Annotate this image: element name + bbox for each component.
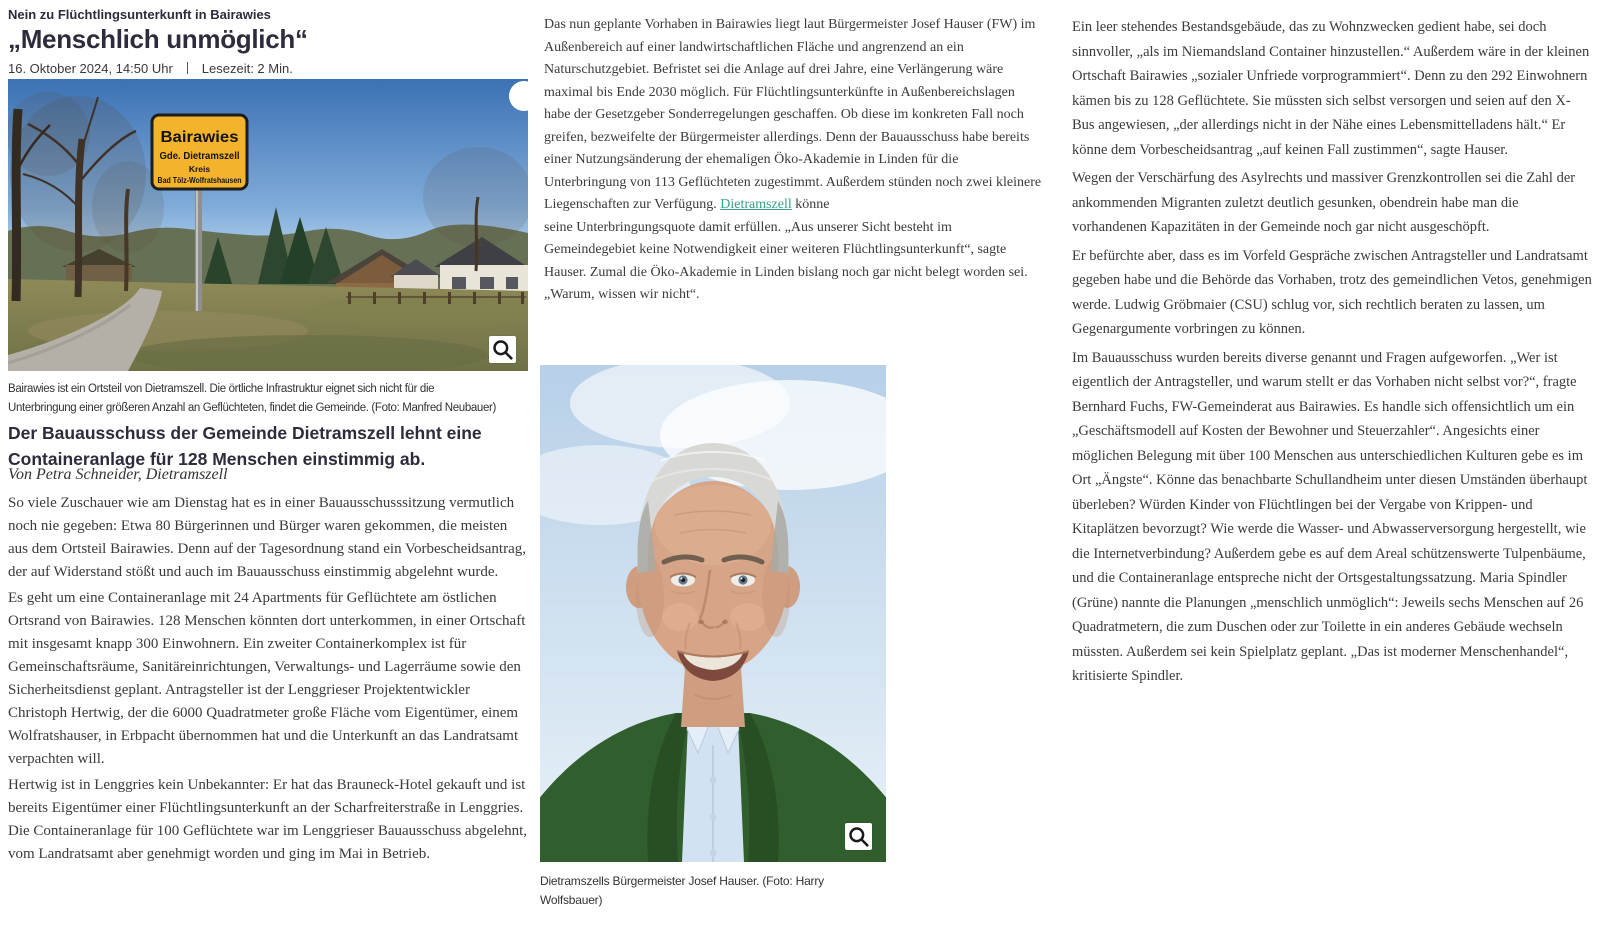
town-sign-line-1: Bairawies — [160, 129, 239, 146]
image-zoom-button[interactable] — [845, 823, 872, 850]
paragraph: Er befürchte aber, dass es im Vorfeld Gespräche zwischen Antragsteller und Landratsamt gegeben habe und die Behörde das Vorhaben, trotz des gemeindlichen Vetos, genehmigen werde. Ludwig Gröbmaier (CSU) schlug vor, sich rechtlich beraten zu lassen, um Gegenargumente vorbringen zu können. — [1072, 247, 1592, 337]
magnifier-icon — [489, 336, 516, 363]
village-photo-caption — [8, 380, 528, 418]
mayor-portrait-photo[interactable] — [540, 365, 886, 862]
paragraph-text: könne — [791, 197, 830, 212]
town-sign-line-4: Bad Tölz-Wolfratshausen — [157, 176, 242, 185]
caption-line: Unterbringung einer größeren Anzahl an Geflüchteten, findet die Gemeinde. (Foto: Manfred Neubauer) — [8, 402, 496, 414]
paragraph: Hertwig ist in Lenggries kein Unbekannter: Er hat das Brauneck-Hotel gekauft und ist bereits Eigentümer einer Flüchtlingsunterkunft an der Scharfreiterstraße in Lenggries. Die Containeranlage für 100 Geflüchtete war im Lenggrieser Bauausschuss abgelehnt, vom Landratsamt aber genehmigt worden und ging im Mai in Betrieb. — [8, 777, 527, 862]
byline: Von Petra Schneider, Dietramszell — [8, 466, 228, 483]
village-scene-illustration — [8, 79, 528, 371]
column-left — [8, 0, 528, 943]
portrait-photo-caption — [540, 872, 890, 910]
paragraph: Wegen der Verschärfung des Asylrechts und massiver Grenzkontrollen sei die Zahl der ankommenden Migranten zuletzt deutlich gesunken, obendrein habe man die vorhandenen Kapazitäten in der Gemeinde noch gar nicht ausgeschöpft. — [1072, 170, 1576, 235]
column-middle — [540, 0, 1042, 943]
column-right — [1072, 0, 1592, 943]
town-sign-line-2: Gde. Dietramszell — [159, 151, 240, 162]
kicker: Nein zu Flüchtlingsunterkunft in Bairawies — [8, 7, 271, 22]
publish-date: 16. Oktober 2024, 14:50 Uhr — [8, 61, 173, 76]
article-lede: Der Bauausschuss der Gemeinde Dietramszell lehnt eine Containeranlage für 128 Menschen einstimmig ab. — [8, 423, 482, 469]
article-body-middle — [544, 14, 1042, 310]
paragraph: So viele Zuschauer wie am Dienstag hat es in einer Bauausschusssitzung vermutlich noch nie gegeben: Etwa 80 Bürgerinnen und Bürger waren gekommen, die meisten aus dem Ortsteil Bairawies. Denn auf der Tagesordnung stand ein Vorbescheidsantrag, der auf Widerstand stößt und auch im Bauausschuss einstimmig abgelehnt wurde. — [8, 495, 526, 580]
paragraph-text: seine Unterbringungsquote damit erfüllen. „Aus unserer Sicht besteht im Gemeindegebiet keine Notwendigkeit einer weiteren Flüchtlingsunterkunft“, sagte Hauser. Zumal die Öko-Akademie in Linden bislang noch gar nicht belegt worden sei. „Warum, wissen wir nicht“. — [544, 219, 1028, 302]
caption-line: Dietramszells Bürgermeister Josef Hauser. (Foto: Harry — [540, 874, 824, 888]
page-title: „Menschlich unmöglich“ — [8, 24, 308, 54]
caption-line: Bairawies ist ein Ortsteil von Dietramszell. Die örtliche Infrastruktur eignet sich nicht für die — [8, 383, 435, 395]
caption-line: Wolfsbauer) — [540, 893, 603, 907]
image-zoom-button[interactable] — [489, 336, 516, 363]
dateline-divider — [187, 62, 188, 74]
paragraph: Im Bauausschuss wurden bereits diverse genannt und Fragen aufgeworfen. „Wer ist eigentlich der Antragsteller, und warum stellt er das Vorhaben nicht selbst vor?“, fragte Bernhard Fuchs, FW-Gemeinderat aus Bairawies. Es handle sich offensichtlich um ein „Geschäftsmodell auf Kosten der Bewohner und Steuerzahler“. Angesichts einer möglichen Belegung mit über 100 Menschen aus unterschiedlichen Kulturen gebe es im Ort „Ängste“. Könne das benachbarte Schullandheim unter diesen Umständen überhaupt überleben? Würden Kinder von Flüchtlingen bei der Vergabe von Krippen- und Kitaplätzen bevorzugt? Wie werde die Wasser- und Abwasserversorgung hergestellt, wie die Internetverbindung? Außerdem gebe es auf dem Areal schützenswerte Tulpenbäume, und die Containeranlage entspreche nicht der Ortsgestaltungssatzung. Maria Spindler (Grüne) nannte die Planungen „menschlich unmöglich“: Jeweils sechs Menschen auf 26 Quadratmetern, die zum Duschen oder zur Toilette in ein anderes Gebäude wechseln müssten. Außerdem sei kein Spielplatz geplant. „Das ist moderner Menschenhandel“, kritisierte Spindler. — [1072, 349, 1588, 684]
magnifier-icon — [845, 823, 872, 850]
village-photo[interactable] — [8, 79, 528, 371]
article-body-left — [8, 492, 528, 869]
reading-time: Lesezeit: 2 Min. — [201, 61, 293, 76]
dateline — [8, 61, 293, 76]
paragraph: Es geht um eine Containeranlage mit 24 Apartments für Geflüchtete am östlichen Ortsrand von Bairawies. 128 Menschen könnten dort unterkommen, in einer Ortschaft mit insgesamt knapp 300 Einwohnern. Ein zweiter Containerkomplex ist für Gemeinschaftsräume, Sanitäreinrichtungen, Verwaltungs- und Lagerräume sowie den Sicherheitsdienst geplant. Antragsteller ist der Lenggrieser Projektentwickler Christoph Hertwig, der die 6000 Quadratmeter große Fläche vom Eigentümer, einem Wolfratshauser, in Erbpacht übernommen hat und die Unterkunft an das Landratsamt verpachten will. — [8, 590, 526, 767]
dietramszell-link[interactable]: Dietramszell — [720, 197, 792, 212]
article-body-right — [1072, 15, 1592, 693]
paragraph: Ein leer stehendes Bestandsgebäude, das zu Wohnzwecken gedient habe, sei doch sinnvoller, „als im Niemandsland Container hinzustellen.“ Außerdem wäre in der kleinen Ortschaft Bairawies „sozialer Unfriede vorprogrammiert“. Denn zu den 292 Einwohnern kämen bis zu 128 Geflüchtete. Sie müssten sich selbst versorgen und seien auf den X-Bus angewiesen, „der allerdings nicht in der Nähe eines Lebensmittelladens hält.“ Er könne dem Vorbescheidsantrag „auf keinen Fall zustimmen“, sagte Hauser. — [1072, 19, 1590, 158]
town-sign-line-3: Kreis — [188, 164, 211, 174]
paragraph-text: Das nun geplante Vorhaben in Bairawies liegt laut Bürgermeister Josef Hauser (FW) im Außenbereich auf einer landwirtschaftlichen Fläche und angrenzend an ein Naturschutzgebiet. Befristet sei die Anlage auf drei Jahre, eine Verlängerung wäre maximal bis Ende 2030 möglich. Für Flüchtlingsunterkünfte in Außenbereichslagen habe der Gesetzgeber Sonderregelungen geschaffen. Ob diese im konkreten Fall noch greifen, bezweifelte der Bürgermeister allerdings. Denn der Bauausschuss habe bereits einer Nutzungsänderung der ehemaligen Öko-Akademie in Linden für die Unterbringung von 113 Geflüchteten zugestimmt. Außerdem stünden noch zwei kleinere Liegenschaften zur Verfügung. — [544, 17, 1042, 212]
mayor-portrait-illustration — [540, 365, 886, 862]
paragraph — [544, 14, 1042, 307]
town-sign — [152, 115, 247, 189]
